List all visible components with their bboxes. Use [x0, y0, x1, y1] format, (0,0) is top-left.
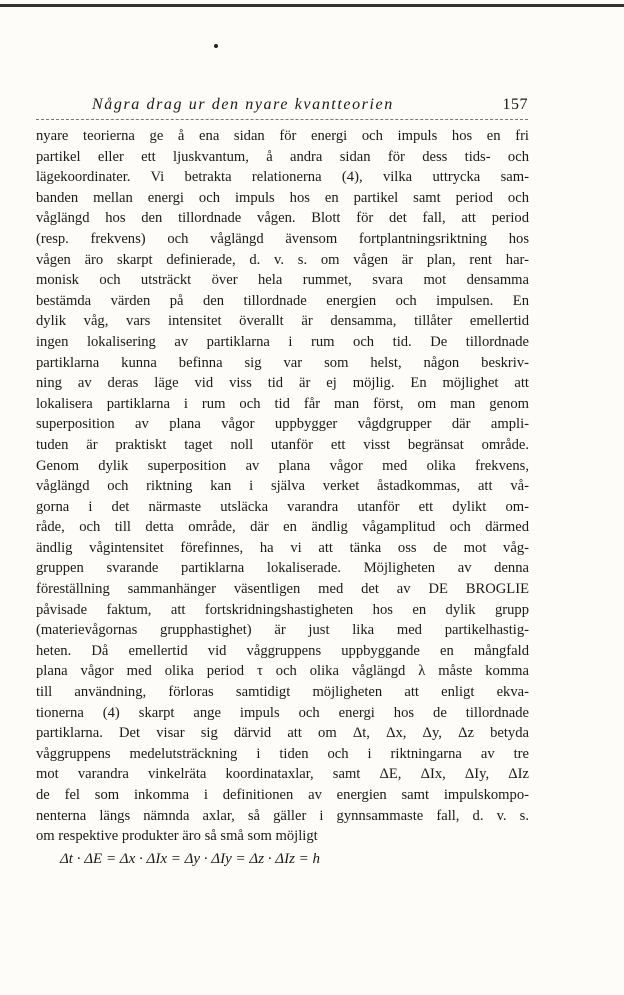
text-line: ning av deras läge vid viss tid är ej möjlig. En möjlighet att — [36, 375, 529, 392]
text-line: partiklarna kunna befinna sig var som helst, någon beskriv- — [36, 354, 529, 371]
text-line: Genom dylik superposition av plana vågor med olika frekvens, — [36, 457, 529, 474]
text-line: råde, och till detta område, där en ändlig vågamplitud och därmed — [36, 519, 529, 536]
text-line: tuden är praktiskt taget noll utanför ett visst begränsat område. — [36, 436, 529, 453]
text-line: till användning, förloras samtidigt möjligheten att enligt ekva- — [36, 684, 529, 701]
text-line: superposition av plana vågor uppbygger vågdgrupper där ampli- — [36, 416, 529, 433]
text-line: mot varandra vinkelräta koordinataxlar, samt ΔE, ΔIx, ΔIy, ΔIz — [36, 766, 529, 783]
text-line: vågen äro skarpt definierade, d. v. s. om vågen är plan, rent har- — [36, 251, 529, 268]
body-text — [36, 126, 529, 873]
text-line: påvisade faktum, att fortskridningshastigheten hos en dylik grupp — [36, 601, 529, 618]
text-line: våglängd och riktning kan i själva verket åstadkommas, att vå- — [36, 478, 529, 495]
running-title: Några drag ur den nyare kvantteorien — [92, 96, 394, 113]
text-line: ingen lokalisering av partiklarna i rum och tid. De tillordnade — [36, 333, 529, 350]
text-line: våglängd hos den tillordnade vågen. Blott för det fall, att period — [36, 210, 529, 227]
page-number: 157 — [502, 96, 528, 113]
text-line: om respektive produkter äro så små som möjligt — [36, 828, 318, 845]
text-line: banden mellan energi och impuls hos en partikel samt period och — [36, 189, 529, 206]
text-line: (resp. frekvens) och våglängd ävensom fortplantningsriktning hos — [36, 230, 529, 247]
text-line: (materievågornas grupphastighet) är just lika med partikelhastig- — [36, 622, 529, 639]
text-line: föreställning sammanhänger väsentligen med det av DE BROGLIE — [36, 581, 529, 598]
header-rule — [36, 119, 528, 120]
text-line: dylik våg, vars intensitet överallt är densamma, tillåter emellertid — [36, 313, 529, 330]
text-line: monisk och utsträckt över hela rummet, svara mot densamma — [36, 272, 529, 289]
text-line: bestämda värden på den tillordnade energien och impulsen. En — [36, 292, 529, 309]
print-speck — [214, 44, 218, 48]
text-line: ändlig vågintensitet förefinnes, ha vi att tänka oss de mot våg- — [36, 539, 529, 556]
text-line: nenterna längs nämnda axlar, så gäller i gynnsammaste fall, d. v. s. — [36, 807, 529, 824]
running-header — [92, 96, 528, 114]
text-line: gruppen svarande partiklarna lokaliserade. Möjligheten av denna — [36, 560, 529, 577]
text-line: tionerna (4) skarpt ange impuls och energi hos de tillordnade — [36, 704, 529, 721]
text-line: nyare teorierna ge å ena sidan för energi och impuls hos en fri — [36, 128, 529, 144]
text-line: våggruppens medelutsträckning i tiden och i riktningarna av tre — [36, 745, 529, 762]
text-line: plana vågor med olika period τ och olika våglängd λ måste komma — [36, 663, 529, 680]
text-line: lokalisera partiklarna i rum och tid får man först, om man genom — [36, 395, 529, 412]
text-line: heten. Då emellertid vid våggruppens uppbyggande en mångfald — [36, 642, 529, 659]
text-line: de fel som inkomma i definitionen av energien samt impulskompo- — [36, 787, 529, 803]
text-line: lägekoordinater. Vi betrakta relationerna (4), vilka uttrycka sam- — [36, 169, 529, 186]
text-line: partikel eller ett ljuskvantum, å andra sidan för dess tids- och — [36, 148, 529, 165]
text-line: partiklarna. Det visar sig därvid att om Δt, Δx, Δy, Δz betyda — [36, 725, 529, 742]
uncertainty-formula: Δt · ΔE = Δx · ΔIx = Δy · ΔIy = Δz · ΔIz = h — [60, 850, 321, 867]
page-top-border — [0, 4, 624, 7]
text-line: gorna i det närmaste utsläcka varandra utanför ett dylikt om- — [36, 498, 529, 515]
